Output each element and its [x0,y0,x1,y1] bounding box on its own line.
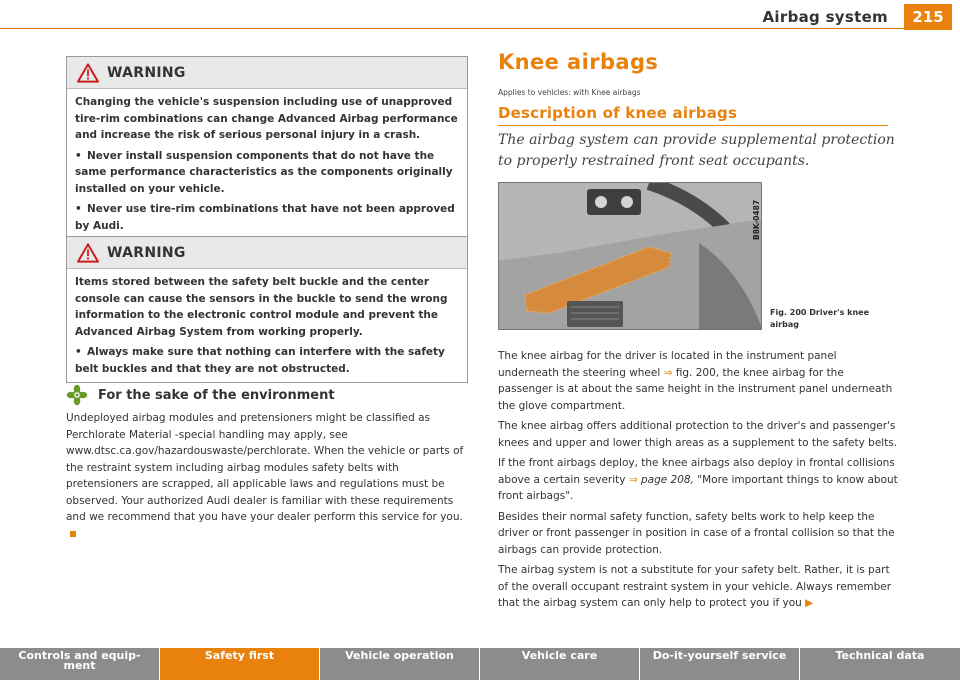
paragraph [498,562,898,612]
warning-bullet [75,148,459,198]
warning-title: WARNING [107,244,186,261]
paragraph: Besides their normal safety function, safety belts work to help keep the driver or front passenger in position in case of a frontal collision so that the airbags can provide protection. [498,510,895,556]
footer-tab-vehicle-care[interactable]: Vehicle care [480,648,640,680]
warning-text: Changing the vehicle's suspension including use of unapproved tire-rim combinations can change Advanced Airbag performance and increase the risk of serious personal injury in a crash. [75,96,458,141]
warning-header [67,237,467,269]
bullet-dot: • [75,149,82,162]
leaf-icon [66,384,88,406]
warning-bullet-text: Always make sure that nothing can interfere with the safety belt buckles and that they are not obstructed. [75,346,445,375]
reference-arrow-icon: ⇒ [663,366,673,379]
knee-airbag-description [498,348,898,616]
footer-tab-diy-service[interactable]: Do-it-yourself service [640,648,800,680]
applies-to-note: Applies to vehicles: with Knee airbags [498,88,641,97]
warning-title: WARNING [107,64,186,81]
text-run: The knee airbag for the driver is located in the instrument panel underneath the steering wheel [498,350,837,379]
warning-text: Items stored between the safety belt buckle and the center console can cause the sensors in the buckle to send the wrong information to the electronic control module and prevent the Advanced Airbag System from working properly. [75,276,448,338]
warning-triangle-icon [77,63,99,83]
text-run: If the front airbags deploy, the knee airbags also deploy in frontal collisions above a certain severity [498,457,895,486]
section-title: Knee airbags [498,50,659,74]
footer-nav [0,648,960,680]
text-run: "More important things to know about front airbags". [498,473,898,502]
warning-triangle-icon [77,243,99,263]
page-reference-link[interactable]: page 208, [640,473,694,486]
environment-text-block [66,410,470,542]
warning-box-buckle [66,236,468,383]
figure-reference-link[interactable]: fig. 200 [675,366,716,379]
text-run: The airbag system is not a substitute for your safety belt. Rather, it is part of the overall occupant restraint system in your vehicle. Always remember that the airbag system can only help to protect you if you [498,564,892,609]
warning-bullet-text: Never install suspension components that do not have the same performance characteristics as the components originally installed on your vehicle. [75,149,453,195]
section-end-marker [70,531,76,537]
intro-text: The airbag system can provide supplemental protection to properly restrained front seat occupants. [498,132,895,169]
header-rule [0,28,908,29]
warning-box-suspension [66,56,468,240]
environment-title: For the sake of the environment [98,387,335,403]
figure-caption: Fig. 200 Driver's knee airbag [770,308,870,329]
warning-body [67,269,467,382]
reference-arrow-icon: ⇒ [628,473,638,486]
page-header-title: Airbag system [762,8,888,26]
paragraph [498,348,898,414]
footer-tab-vehicle-operation[interactable]: Vehicle operation [320,648,480,680]
page-number: 215 [904,4,952,30]
footer-tab-technical-data[interactable]: Technical data [800,648,960,680]
figure-knee-airbag [498,182,762,330]
subsection-title: Description of knee airbags [498,104,738,122]
environment-heading [66,384,335,406]
warning-body [67,89,467,239]
knee-airbag-illustration [499,183,762,330]
warning-header [67,57,467,89]
bullet-dot: • [75,346,82,358]
footer-tab-controls[interactable]: Controls and equip- ment [0,648,160,680]
warning-bullet [75,201,459,234]
warning-bullet [75,344,459,377]
paragraph: The knee airbag offers additional protection to the driver's and passenger's knees and upper and lower thigh areas as a supplement to the safety belts. [498,420,898,449]
bullet-dot: • [75,203,82,215]
text-run: , the knee airbag for the passenger is at about the same height in the instrument panel underneath the glove compartment. [498,366,893,412]
footer-tab-safety-first[interactable]: Safety first [160,648,320,680]
continue-arrow-icon: ▶ [805,597,814,609]
paragraph [498,455,898,505]
warning-bullet-text: Never use tire-rim combinations that have not been approved by Audi. [75,203,455,232]
subsection-rule [498,125,888,126]
figure-code: B8K-0487 [752,199,761,240]
figure-code-label [750,184,762,242]
environment-text: Undeployed airbag modules and pretensioners might be classified as Perchlorate Material -special handling may apply, see www.dtsc.ca.gov/hazardouswaste/perchlorate. When the vehicle or parts of the restraint system including airbag modules safety belts with pretensioners are scrapped, all applicable laws and regulations must be observed. Your authorized Audi dealer is familiar with these requirements and we recommend that you have your dealer perform this service for you. [66,412,464,523]
